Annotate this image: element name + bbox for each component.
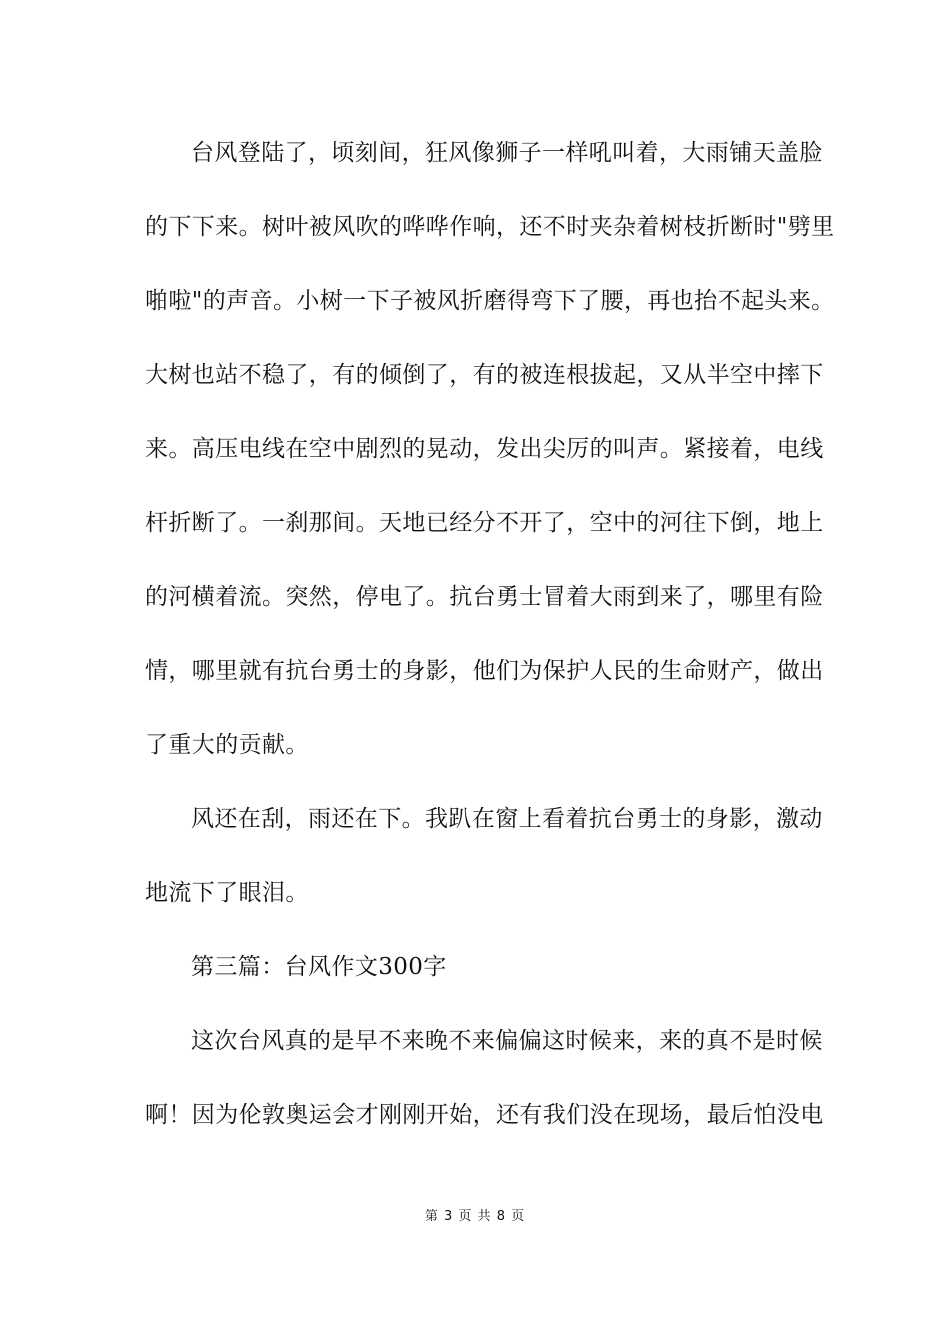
paragraph-line: 台风登陆了，顷刻间，狂风像狮子一样吼叫着，大雨铺天盖脸: [191, 140, 823, 166]
paragraph-line: 风还在刮，雨还在下。我趴在窗上看着抗台勇士的身影，激动: [191, 806, 823, 832]
paragraph-line: 的下下来。树叶被风吹的哗哗作响，还不时夹杂着树枝折断时"劈里: [145, 214, 835, 240]
paragraph-line: 情，哪里就有抗台勇士的身影，他们为保护人民的生命财产，做出: [145, 658, 824, 684]
section-heading: 第三篇：台风作文300字: [191, 954, 447, 980]
paragraph-line: 啪啦"的声音。小树一下子被风折磨得弯下了腰，再也抬不起头来。: [145, 288, 835, 314]
paragraph-line: 杆折断了。一刹那间。天地已经分不开了，空中的河往下倒，地上: [145, 510, 824, 536]
paragraph-line: 地流下了眼泪。: [145, 880, 309, 906]
page-number-footer: 第 3 页 共 8 页: [424, 1209, 526, 1224]
paragraph-line: 来。高压电线在空中剧烈的晃动，发出尖厉的叫声。紧接着，电线: [145, 436, 824, 462]
paragraph-line: 了重大的贡献。: [145, 732, 309, 758]
paragraph-line: 大树也站不稳了，有的倾倒了，有的被连根拔起，又从半空中摔下: [145, 362, 824, 388]
paragraph-line: 啊！因为伦敦奥运会才刚刚开始，还有我们没在现场，最后怕没电: [145, 1102, 824, 1128]
paragraph-line: 这次台风真的是早不来晚不来偏偏这时候来，来的真不是时候: [191, 1028, 823, 1054]
paragraph-line: 的河横着流。突然，停电了。抗台勇士冒着大雨到来了，哪里有险: [145, 584, 824, 610]
